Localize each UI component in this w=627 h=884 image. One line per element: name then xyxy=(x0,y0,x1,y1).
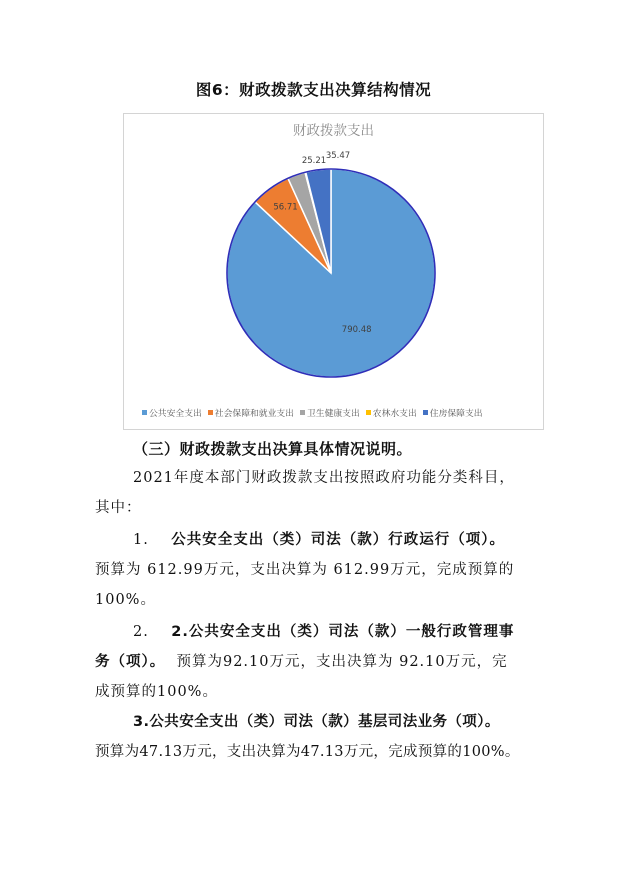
chart-legend xyxy=(142,406,489,419)
data-label-0: 790.48 xyxy=(341,325,372,336)
legend-swatch-4 xyxy=(423,410,428,415)
item-2-line-2 xyxy=(95,647,555,677)
item-2-title-a: 2.公共安全支出（类）司法（款）一般行政管理事 xyxy=(171,624,515,640)
item-2-heading xyxy=(133,617,563,647)
item-3-title: 3.公共安全支出（类）司法（款）基层司法业务（项）。 xyxy=(133,714,500,730)
pie-chart-svg xyxy=(124,114,543,404)
legend-item-1 xyxy=(208,409,294,419)
legend-item-0 xyxy=(142,409,202,419)
data-label-2: 25.21 xyxy=(301,156,327,166)
item-2-title-b: 务（项）。 xyxy=(95,654,166,670)
item-2-number: 2. xyxy=(133,624,149,640)
legend-label-1: 社会保障和就业支出 xyxy=(214,409,294,419)
item-1-line-3: 100%。 xyxy=(95,592,156,608)
legend-swatch-2 xyxy=(300,410,305,415)
data-label-1: 56.71 xyxy=(273,202,298,213)
data-label-4: 35.47 xyxy=(325,151,351,161)
item-1-line-2: 预算为 612.99万元，支出决算为 612.99万元，完成预算的 xyxy=(95,562,515,578)
legend-swatch-3 xyxy=(366,410,371,415)
legend-swatch-0 xyxy=(142,410,147,415)
figure-title: 图6：财政拨款支出决算结构情况 xyxy=(195,81,432,99)
legend-label-0: 公共安全支出 xyxy=(149,409,202,419)
legend-label-3: 农林水支出 xyxy=(372,409,417,419)
legend-swatch-1 xyxy=(208,410,213,415)
section-heading: （三）财政拨款支出决算具体情况说明。 xyxy=(133,440,413,458)
item-2-budget-text: 预算为92.10万元，支出决算为 92.10万元，完 xyxy=(176,654,508,670)
item-1-title: 公共安全支出（类）司法（款）行政运行（项）。 xyxy=(171,532,506,548)
chart-title: 财政拨款支出 xyxy=(293,123,374,139)
legend-item-3 xyxy=(366,409,417,419)
legend-item-2 xyxy=(300,409,360,419)
legend-item-4 xyxy=(423,409,483,419)
intro-line-2: 其中： xyxy=(95,500,142,516)
pie-chart xyxy=(123,113,544,430)
legend-label-4: 住房保障支出 xyxy=(429,409,483,419)
item-2-line-3: 成预算的100%。 xyxy=(95,684,218,700)
item-3-line-2: 预算为47.13万元，支出决算为47.13万元，完成预算的100%。 xyxy=(95,744,520,760)
intro-line-1: 2021年度本部门财政拨款支出按照政府功能分类科目， xyxy=(133,470,515,486)
legend-label-2: 卫生健康支出 xyxy=(306,409,360,419)
item-1-heading xyxy=(133,525,563,555)
item-1-number: 1. xyxy=(133,532,149,548)
